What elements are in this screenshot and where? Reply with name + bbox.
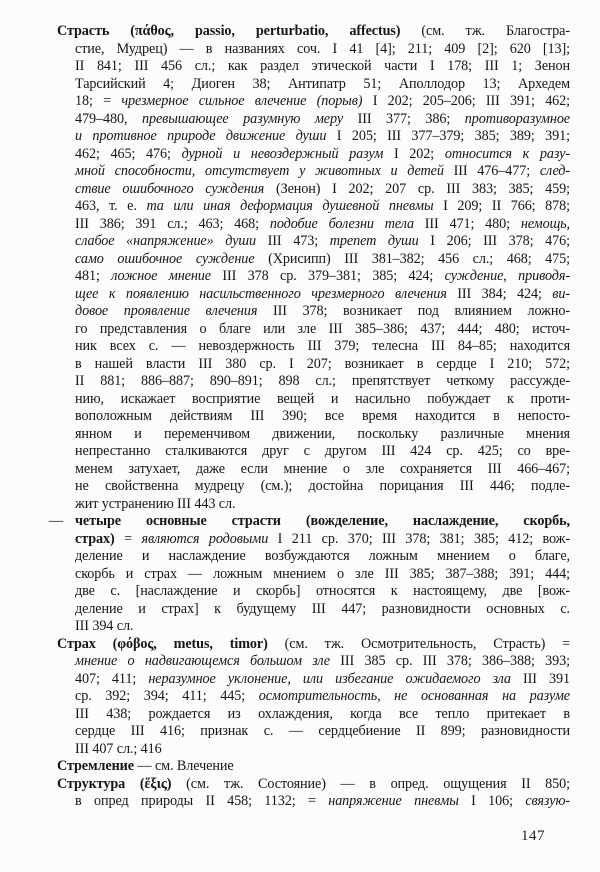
text-run: в нашей власти III 380 ср. I 207; возникает в сердце I 210; 572; — [75, 355, 570, 372]
text-run: = — [114, 530, 142, 547]
text-line — [75, 286, 570, 304]
text-run: III 384; 424; — [446, 285, 553, 302]
text-run: в опред природы II 458; 1132; = — [75, 793, 329, 809]
text-line — [75, 251, 570, 269]
italic-run: довое проявление влечения — [75, 303, 258, 319]
text-run: деление и страх] к будущему III 447; разновидности основных с. — [75, 600, 570, 617]
text-line — [75, 76, 570, 94]
text-run: III 378; возникает под влиянием ложно- — [257, 303, 570, 319]
text-line — [75, 583, 570, 601]
text-run: 463, т. е. — [75, 198, 147, 214]
italic-run: мной способности, отсутствует у животных и детей — [75, 163, 444, 179]
index-entry — [57, 758, 570, 776]
text-line — [75, 356, 570, 374]
text-run: нию, искажает восприятие вещей и насильно побуждает к проти- — [75, 390, 570, 407]
italic-run: слабое «напряжение» души — [75, 233, 256, 249]
text-run: ср. 392; 394; 411; 445; — [75, 688, 259, 704]
text-line — [75, 198, 570, 216]
index-entry — [49, 513, 570, 636]
text-line — [57, 23, 570, 41]
text-run: I 206; III 378; 476; — [418, 233, 570, 249]
text-run: скорбь и страх — ложным мнением о зле III 385; 387–388; 391; 444; — [75, 565, 570, 582]
entry-dash-marker: — — [49, 513, 64, 529]
italic-run: щее к появлению насильственного чрезмерного влечения — [75, 285, 447, 302]
text-line — [75, 93, 570, 111]
text-run: деление и наслаждение возбуждаются ложным мнением о благе, — [75, 548, 570, 564]
italic-run: ложное мнение — [111, 268, 211, 284]
text-run: III 386; 391 сл.; 463; 468; — [75, 215, 270, 232]
bold-run: Стремление — [57, 758, 134, 774]
text-run: менем затухает, даже если мнение о зле сохраняется III 466–467; — [75, 460, 570, 477]
text-line — [49, 513, 570, 531]
italic-run: след- — [539, 163, 570, 179]
text-line — [75, 128, 570, 146]
text-line — [75, 706, 570, 724]
italic-run: мнение о надвигающемся большом зле — [75, 653, 330, 669]
text-run: I 205; III 377–379; 385; 389; 391; — [326, 128, 571, 144]
text-line — [75, 146, 570, 164]
text-run: 462; 465; 476; — [75, 145, 182, 162]
italic-run: дурной и невоздержный разум — [181, 145, 384, 162]
text-line — [75, 601, 570, 619]
text-line — [75, 531, 570, 549]
italic-run: ствие ошибочного суждения — [75, 180, 265, 197]
text-line — [75, 303, 570, 321]
text-line — [75, 461, 570, 479]
text-run: III 391 — [510, 670, 570, 687]
text-line — [75, 338, 570, 356]
text-line — [75, 268, 570, 286]
text-line — [75, 58, 570, 76]
text-run: жит устранению III 443 сл. — [75, 495, 236, 512]
text-run: III 385 ср. III 378; 386–388; 393; — [329, 653, 570, 669]
text-run: III 377; 386; — [343, 110, 465, 127]
text-line — [75, 391, 570, 409]
text-run: янном и переменчивом движении, поскольку различные мнения — [75, 425, 570, 442]
text-run: го представления о благе или зле III 385–386; 437; 444; 480; источ- — [75, 320, 570, 337]
text-line — [75, 478, 570, 496]
italic-run: суждение, приводя- — [444, 268, 570, 284]
text-line — [75, 443, 570, 461]
text-line — [75, 163, 570, 181]
text-run: I 209; II 766; 878; — [433, 198, 570, 214]
italic-run: немощь, — [520, 215, 570, 232]
text-run: ник всех с. — невоздержность III 379; телесна III 84–85; находится — [75, 338, 570, 354]
text-run: Тарсийский 4; Диоген 38; Антипатр 51; Аполлодор 13; Архедем — [75, 75, 570, 92]
text-run: не свойственна мудрецу (см.); достойна порицания III 446; подле- — [75, 478, 570, 494]
text-line — [75, 688, 570, 706]
italic-run: неразумное уклонение, или избегание ожидаемого зла — [148, 670, 511, 687]
text-line — [75, 548, 570, 566]
italic-run: ви- — [552, 285, 570, 302]
text-run: I 106; — [458, 793, 526, 809]
italic-run: напряжение пневмы — [328, 793, 459, 809]
text-line — [75, 741, 570, 759]
index-entry — [57, 636, 570, 759]
text-line — [75, 723, 570, 741]
text-run: (см. тж. Благостра- — [400, 23, 570, 39]
bold-run: страх) — [75, 530, 115, 547]
text-run: III 438; рождается из охлаждения, когда все тепло притекает в — [75, 705, 570, 722]
text-run: (см. тж. Осмотрительность, Страсть) = — [267, 635, 570, 652]
text-run: I 202; — [383, 145, 445, 162]
text-line — [75, 496, 570, 514]
index-text-block — [49, 23, 571, 811]
text-run: III 476–477; — [443, 163, 540, 179]
text-run: две с. [наслаждение и скорбь] относятся к настоящему, две [вож- — [75, 583, 570, 599]
text-run: — см. Влечение — [133, 758, 234, 774]
text-run: сердце III 416; признак с. — сердцебиение II 899; разновидности — [75, 723, 570, 739]
text-line — [75, 41, 570, 59]
text-run: 479–480, — [75, 110, 142, 127]
italic-run: та или иная деформация душевной пневмы — [146, 198, 434, 214]
bold-run: Страсть (πάθος, passio, perturbatio, affectus) — [57, 23, 401, 39]
text-run: II 841; III 456 сл.; как раздел этической части I 178; III 1; Зенон — [75, 58, 570, 74]
text-line — [75, 618, 570, 636]
text-line — [75, 793, 570, 811]
italic-run: превышающее разумную меру — [141, 110, 344, 127]
text-line — [75, 408, 570, 426]
italic-run: чрезмерное сильное влечение (порыв) — [121, 93, 363, 109]
text-run: II 881; 886–887; 890–891; 898 сл.; препятствует четкому рассужде- — [75, 373, 570, 389]
text-run: (Зенон) I 202; 207 ср. III 383; 385; 459; — [264, 180, 570, 197]
text-run: 407; 411; — [75, 670, 149, 687]
text-line — [75, 233, 570, 251]
italic-run: осмотрительность, не основанная на разуме — [258, 688, 571, 704]
text-run: стие, Мудрец) — в названиях соч. I 41 [4]; 211; 409 [2]; 620 [13]; — [75, 40, 570, 57]
text-line — [57, 636, 570, 654]
text-run: III 473; — [256, 233, 330, 249]
text-run: 481; — [75, 268, 112, 284]
text-run: (см. тж. Состояние) — в опред. ощущения II 850; — [171, 775, 570, 792]
text-line — [75, 373, 570, 391]
text-line — [75, 426, 570, 444]
italic-run: и противное природе движение души — [75, 128, 327, 144]
text-line — [75, 671, 570, 689]
text-line — [75, 216, 570, 234]
index-entry — [57, 776, 570, 811]
bold-run: четыре основные страсти (вожделение, наслаждение, скорбь, — [75, 513, 570, 529]
text-run: III 407 сл.; 416 — [75, 740, 162, 757]
text-line — [75, 321, 570, 339]
bold-run: Страх (φόβος, metus, timor) — [57, 635, 268, 652]
index-entry — [57, 23, 570, 513]
text-run: непрестанно сталкиваются друг с другом III 424 ср. 425; со вре- — [75, 443, 570, 459]
italic-run: являются родовыми — [141, 530, 269, 547]
italic-run: трепет души — [329, 233, 419, 249]
text-run: III 394 сл. — [75, 618, 134, 634]
text-run: воположным действиям III 390; все время находится в непосто- — [75, 408, 570, 424]
bold-run: Структура (ἕξις) — [57, 775, 172, 792]
text-line — [75, 111, 570, 129]
italic-run: подобие болезни тела — [269, 215, 414, 232]
italic-run: само ошибочное суждение — [75, 250, 255, 267]
text-run: I 202; 205–206; III 391; 462; — [362, 93, 571, 109]
text-line — [57, 776, 570, 794]
text-run: 18; = — [75, 93, 122, 109]
text-run: (Хрисипп) III 381–382; 456 сл.; 468; 475; — [254, 250, 570, 267]
text-run: I 211 ср. 370; III 378; 381; 385; 412; вож- — [268, 530, 570, 547]
text-line — [75, 653, 570, 671]
page-number: 147 — [521, 828, 545, 844]
text-run: III 471; 480; — [413, 215, 521, 232]
italic-run: противоразумное — [464, 110, 571, 127]
text-run: III 378 ср. 379–381; 385; 424; — [210, 268, 445, 284]
text-line — [75, 181, 570, 199]
italic-run: связую- — [525, 793, 570, 809]
text-line — [57, 758, 570, 776]
text-line — [75, 566, 570, 584]
italic-run: относится к разу- — [444, 145, 571, 162]
